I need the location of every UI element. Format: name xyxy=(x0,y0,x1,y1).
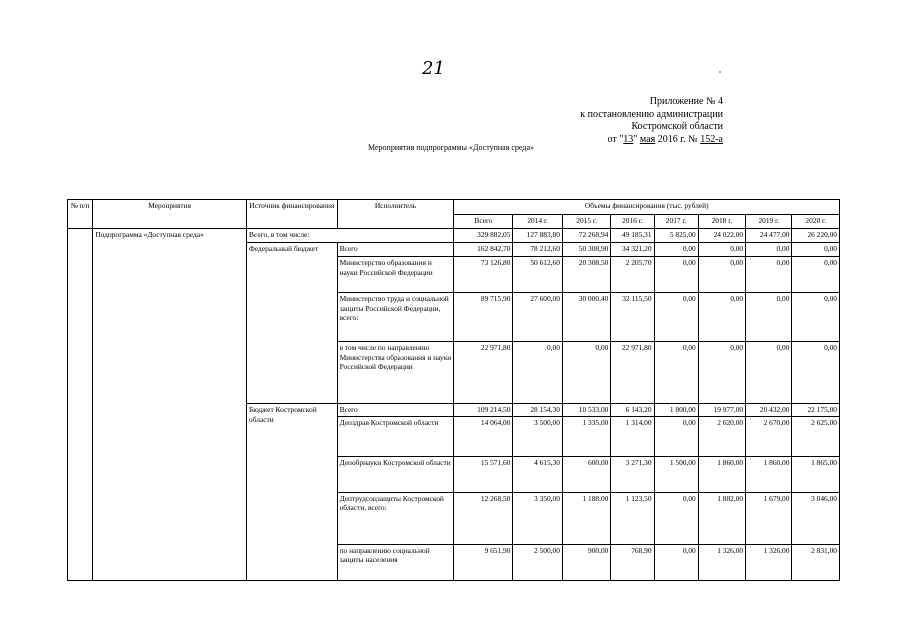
value-cell: 1 500,00 xyxy=(654,456,698,492)
value-cell: 72 268,94 xyxy=(562,229,610,243)
executor-cell: в том числе по направлению Министерства образования и науки Российской Федерации xyxy=(337,342,454,404)
value-cell: 1 314,00 xyxy=(611,416,654,456)
value-cell: 0,00 xyxy=(654,342,698,404)
value-cell: 1 679,00 xyxy=(746,492,792,544)
value-cell: 3 500,00 xyxy=(513,416,562,456)
value-cell: 28 154,30 xyxy=(513,404,562,417)
header-source: Источник финансирования xyxy=(247,200,338,229)
value-cell: 22 971,80 xyxy=(611,342,654,404)
value-cell: 0,00 xyxy=(654,257,698,293)
program-cell: Подпрограмма «Доступная среда» xyxy=(93,229,247,581)
year-col-header: 2014 г. xyxy=(513,215,562,229)
value-cell: 0,00 xyxy=(746,257,792,293)
value-cell: 1 326,00 xyxy=(698,544,745,580)
source-total-cell: Всего, в том числе: xyxy=(247,229,454,243)
value-cell: 27 600,00 xyxy=(513,293,562,342)
value-cell: 2 620,00 xyxy=(698,416,745,456)
value-cell: 50 612,60 xyxy=(513,257,562,293)
value-cell: 0,00 xyxy=(513,342,562,404)
executor-cell: Министерство труда и социальной защиты Российской Федерации, всего: xyxy=(337,293,454,342)
appendix-line-3: Костромской области xyxy=(631,121,723,132)
appendix-line-2: к постановлению администрации xyxy=(580,108,723,120)
value-cell: 0,00 xyxy=(746,243,792,257)
value-cell: 0,00 xyxy=(654,492,698,544)
value-cell: 9 651,90 xyxy=(454,544,513,580)
value-cell: 600,00 xyxy=(562,456,610,492)
value-cell: 14 064,00 xyxy=(454,416,513,456)
value-cell: 1 123,50 xyxy=(611,492,654,544)
row-number-cell xyxy=(68,229,93,581)
year-col-header: 2017 г. xyxy=(654,215,698,229)
value-cell: 12 268,50 xyxy=(454,492,513,544)
value-cell: 1 860,00 xyxy=(746,456,792,492)
value-cell: 0,00 xyxy=(698,293,745,342)
page-number: 21 xyxy=(422,58,445,79)
value-cell: 3 350,00 xyxy=(513,492,562,544)
appendix-header xyxy=(580,96,723,146)
value-cell: 0,00 xyxy=(698,257,745,293)
value-cell: 1 882,00 xyxy=(698,492,745,544)
value-cell: 2 500,00 xyxy=(513,544,562,580)
executor-cell: Министерство образования и науки Российской Федерации xyxy=(337,257,454,293)
value-cell: 49 185,31 xyxy=(611,229,654,243)
value-cell: 22 175,00 xyxy=(792,404,840,417)
header-event: Мероприятия xyxy=(93,200,247,229)
value-cell: 768,90 xyxy=(611,544,654,580)
value-cell: 0,00 xyxy=(654,293,698,342)
value-cell: 24 477,00 xyxy=(746,229,792,243)
date-mid: " xyxy=(633,133,640,145)
date-number: 152-а xyxy=(700,133,723,145)
scan-dot xyxy=(719,71,721,73)
value-cell: 2 205,70 xyxy=(611,257,654,293)
executor-cell: Дептрудсоцзащиты Костромской области, всего: xyxy=(337,492,454,544)
value-cell: 329 882,05 xyxy=(454,229,513,243)
value-cell: 19 977,00 xyxy=(698,404,745,417)
value-cell: 2 670,00 xyxy=(746,416,792,456)
year-col-header: 2018 г. xyxy=(698,215,745,229)
value-cell: 109 214,50 xyxy=(454,404,513,417)
year-col-header: 2019 г. xyxy=(746,215,792,229)
value-cell: 0,00 xyxy=(698,243,745,257)
value-cell: 0,00 xyxy=(654,544,698,580)
value-cell: 2 831,00 xyxy=(792,544,840,580)
value-cell: 0,00 xyxy=(792,293,840,342)
date-year: 2016 г. № xyxy=(655,133,701,145)
value-cell: 1 860,00 xyxy=(698,456,745,492)
value-cell: 2 625,00 xyxy=(792,416,840,456)
value-cell: 78 212,60 xyxy=(513,243,562,257)
value-cell: 0,00 xyxy=(698,342,745,404)
value-cell: 20 432,00 xyxy=(746,404,792,417)
year-col-header: 2020 г. xyxy=(792,215,840,229)
value-cell: 0,00 xyxy=(746,342,792,404)
executor-cell: Всего xyxy=(337,404,454,417)
date-prefix: от " xyxy=(607,133,624,145)
value-cell: 1 326,00 xyxy=(746,544,792,580)
value-cell: 4 615,30 xyxy=(513,456,562,492)
table-row xyxy=(68,229,840,243)
value-cell: 26 220,00 xyxy=(792,229,840,243)
executor-cell: по направлению социальной защиты населения xyxy=(337,544,454,580)
value-cell: 0,00 xyxy=(792,243,840,257)
value-cell: 3 271,30 xyxy=(611,456,654,492)
executor-cell: Депздрав Костромской области xyxy=(337,416,454,456)
value-cell: 0,00 xyxy=(746,293,792,342)
value-cell: 50 308,90 xyxy=(562,243,610,257)
date-month: мая xyxy=(639,133,656,145)
value-cell: 10 533,00 xyxy=(562,404,610,417)
document-subtitle: Мероприятия подпрограммы «Доступная среда» xyxy=(368,143,534,152)
value-cell: 1 335,00 xyxy=(562,416,610,456)
value-cell: 3 046,00 xyxy=(792,492,840,544)
header-num: № п/п xyxy=(68,200,93,229)
year-col-header: 2016 г. xyxy=(611,215,654,229)
year-col-header: Всего xyxy=(454,215,513,229)
value-cell: 0,00 xyxy=(654,243,698,257)
funding-table xyxy=(67,199,840,581)
value-cell: 20 308,50 xyxy=(562,257,610,293)
value-cell: 127 883,80 xyxy=(513,229,562,243)
value-cell: 1 800,00 xyxy=(654,404,698,417)
value-cell: 1 865,00 xyxy=(792,456,840,492)
year-col-header: 2015 г. xyxy=(562,215,610,229)
source-regional-cell: Бюджет Костромской области xyxy=(247,404,338,581)
value-cell: 0,00 xyxy=(654,416,698,456)
value-cell: 1 188,00 xyxy=(562,492,610,544)
value-cell: 900,00 xyxy=(562,544,610,580)
value-cell: 0,00 xyxy=(792,342,840,404)
value-cell: 24 022,00 xyxy=(698,229,745,243)
value-cell: 89 715,90 xyxy=(454,293,513,342)
source-federal-cell: Федеральный бюджет xyxy=(247,243,338,404)
appendix-line-1: Приложение № 4 xyxy=(649,96,723,107)
value-cell: 162 842,70 xyxy=(454,243,513,257)
date-day: 13 xyxy=(623,133,634,145)
value-cell: 73 126,80 xyxy=(454,257,513,293)
table-header-row xyxy=(68,200,840,215)
value-cell: 15 571,60 xyxy=(454,456,513,492)
value-cell: 22 971,80 xyxy=(454,342,513,404)
value-cell: 34 321,20 xyxy=(611,243,654,257)
value-cell: 32 115,50 xyxy=(611,293,654,342)
value-cell: 5 825,00 xyxy=(654,229,698,243)
executor-cell: Депобрнауки Костромской области xyxy=(337,456,454,492)
value-cell: 30 000,40 xyxy=(562,293,610,342)
value-cell: 0,00 xyxy=(792,257,840,293)
value-cell: 6 143,20 xyxy=(611,404,654,417)
header-funding: Объемы финансирования (тыс. рублей) xyxy=(454,200,840,215)
value-cell: 0,00 xyxy=(562,342,610,404)
header-executor: Исполнитель xyxy=(337,200,454,229)
appendix-date-line xyxy=(580,134,723,147)
executor-cell: Всего xyxy=(337,243,454,257)
